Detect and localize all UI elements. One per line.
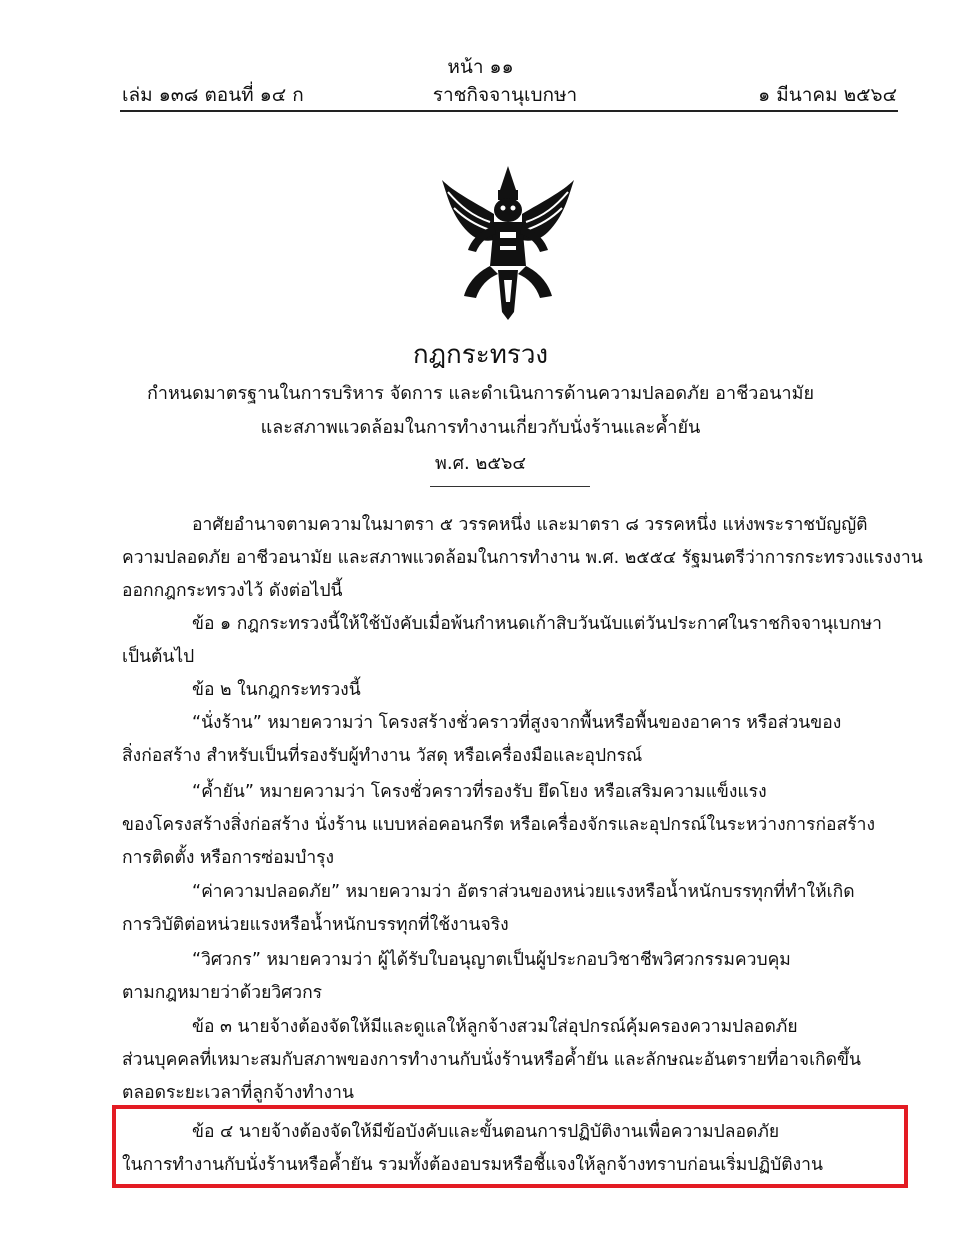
clause-1-line-1: ข้อ ๑ กฎกระทรวงนี้ให้ใช้บังคับเมื่อพ้นกำหนดเก้าสิบวันนับแต่วันประกาศในราชกิจจานุเบกษา <box>192 614 882 634</box>
definition-safety-factor-line-2: การวิบัติต่อหน่วยแรงหรือน้ำหนักบรรทุกที่ใช้งานจริง <box>122 915 509 935</box>
garuda-emblem-icon <box>438 162 578 322</box>
definition-shoring-line-3: การติดตั้ง หรือการซ่อมบำรุง <box>122 848 335 868</box>
subtitle-line-2: และสภาพแวดล้อมในการทำงานเกี่ยวกับนั่งร้านและค้ำยัน <box>260 417 701 438</box>
clause-2: ข้อ ๒ ในกฎกระทรวงนี้ <box>192 680 361 700</box>
definition-shoring-line-2: ของโครงสร้างสิ่งก่อสร้าง นั่งร้าน แบบหล่อคอนกรีต หรือเครื่องจักรและอุปกรณ์ในระหว่างการก่อสร้าง <box>122 815 876 835</box>
preamble-line-2: ความปลอดภัย อาชีวอนามัย และสภาพแวดล้อมในการทำงาน พ.ศ. ๒๕๕๔ รัฐมนตรีว่าการกระทรวงแรงงาน <box>122 548 923 568</box>
header-divider <box>120 110 898 112</box>
clause-1-line-2: เป็นต้นไป <box>122 647 195 667</box>
preamble-line-1: อาศัยอำนาจตามความในมาตรา ๕ วรรคหนึ่ง และมาตรา ๘ วรรคหนึ่ง แห่งพระราชบัญญัติ <box>192 515 868 535</box>
title-divider <box>430 486 590 487</box>
definition-engineer-line-1: “วิศวกร” หมายความว่า ผู้ได้รับใบอนุญาตเป็นผู้ประกอบวิชาชีพวิศวกรรมควบคุม <box>192 950 791 970</box>
document-year: พ.ศ. ๒๕๖๔ <box>435 453 526 474</box>
definition-shoring-line-1: “ค้ำยัน” หมายความว่า โครงชั่วคราวที่รองรับ ยึดโยง หรือเสริมความแข็งแรง <box>192 782 767 802</box>
clause-4-line-2: ในการทำงานกับนั่งร้านหรือค้ำยัน รวมทั้งต้องอบรมหรือชี้แจงให้ลูกจ้างทราบก่อนเริ่มปฏิบัติงาน <box>122 1155 823 1175</box>
definition-safety-factor-line-1: “ค่าความปลอดภัย” หมายความว่า อัตราส่วนของหน่วยแรงหรือน้ำหนักบรรทุกที่ทำให้เกิด <box>192 882 855 902</box>
definition-scaffold-line-2: สิ่งก่อสร้าง สำหรับเป็นที่รองรับผู้ทำงาน วัสดุ หรือเครื่องมือและอุปกรณ์ <box>122 746 643 766</box>
publication-date: ๑ มีนาคม ๒๕๖๔ <box>758 84 897 106</box>
document-title: กฎกระทรวง <box>412 340 549 370</box>
page-number: หน้า ๑๑ <box>447 56 514 78</box>
clause-3-line-1: ข้อ ๓ นายจ้างต้องจัดให้มีและดูแลให้ลูกจ้างสวมใส่อุปกรณ์คุ้มครองความปลอดภัย <box>192 1017 798 1037</box>
clause-3-line-3: ตลอดระยะเวลาที่ลูกจ้างทำงาน <box>122 1083 354 1103</box>
clause-3-line-2: ส่วนบุคคลที่เหมาะสมกับสภาพของการทำงานกับนั่งร้านหรือค้ำยัน และลักษณะอันตรายที่อาจเกิดขึ้น <box>122 1050 861 1070</box>
gazette-name: ราชกิจจานุเบกษา <box>432 84 578 106</box>
clause-4-line-1: ข้อ ๔ นายจ้างต้องจัดให้มีข้อบังคับและขั้นตอนการปฏิบัติงานเพื่อความปลอดภัย <box>192 1122 780 1142</box>
definition-engineer-line-2: ตามกฎหมายว่าด้วยวิศวกร <box>122 983 323 1003</box>
definition-scaffold-line-1: “นั่งร้าน” หมายความว่า โครงสร้างชั่วคราวที่สูงจากพื้นหรือพื้นของอาคาร หรือส่วนของ <box>192 713 842 733</box>
subtitle-line-1: กำหนดมาตรฐานในการบริหาร จัดการ และดำเนินการด้านความปลอดภัย อาชีวอนามัย <box>146 383 815 404</box>
volume-info: เล่ม ๑๓๘ ตอนที่ ๑๔ ก <box>122 84 304 106</box>
preamble-line-3: ออกกฎกระทรวงไว้ ดังต่อไปนี้ <box>122 581 343 601</box>
